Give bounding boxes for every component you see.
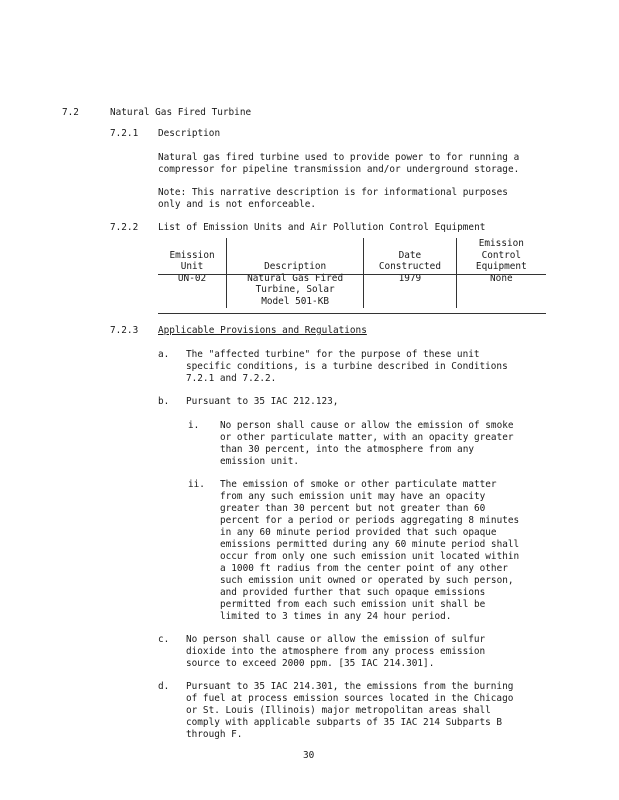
- item-b-ii-line-1: The emission of smoke or other particulate matter: [220, 479, 497, 490]
- item-b-ii-line-10: and provided further that such opaque emissions: [220, 587, 486, 598]
- section-title: Natural Gas Fired Turbine: [110, 107, 252, 118]
- description-heading: Description: [158, 128, 221, 139]
- item-d-line-4: comply with applicable subparts of 35 IAC 214 Subparts B: [186, 717, 503, 728]
- item-b-label: b.: [158, 396, 170, 407]
- cell-date: 1979: [364, 273, 456, 308]
- note-line-2: only and is not enforceable.: [158, 199, 317, 210]
- item-d-label: d.: [158, 681, 170, 692]
- header-control-equipment: Emission Control Equipment: [475, 238, 527, 273]
- item-b-i-line-1: No person shall cause or allow the emission of smoke: [220, 420, 514, 431]
- item-b-ii-line-2: from any such emission unit may have an opacity: [220, 491, 486, 502]
- item-d-line-5: through F.: [186, 729, 243, 740]
- page-number: 30: [303, 750, 315, 761]
- units-list-heading: List of Emission Units and Air Pollution Control Equipment: [158, 222, 486, 233]
- item-b-ii-line-8: a 1000 ft radius from the center point of any other: [220, 563, 508, 574]
- header-emission-unit: Emission Unit: [158, 238, 227, 273]
- item-b-ii-line-7: occur from only one such emission unit located within: [220, 551, 520, 562]
- description-line-2: compressor for pipeline transmission and/or underground storage.: [158, 164, 520, 175]
- item-b-ii-label: ii.: [188, 479, 205, 490]
- item-a-line-2: specific conditions, is a turbine described in Conditions: [186, 361, 508, 372]
- description-number: 7.2.1: [110, 128, 139, 139]
- item-b-ii-line-6: emissions permitted during any 60 minute period shall: [220, 539, 520, 550]
- header-date-constructed: Date Constructed: [364, 238, 456, 273]
- item-b-i-line-2: or other particulate matter, with an opacity greater: [220, 432, 514, 443]
- header-description: Description: [227, 238, 364, 273]
- item-b-i-line-3: than 30 percent, into the atmosphere from any: [220, 444, 474, 455]
- table-header-rule: [158, 274, 546, 275]
- table-row: [158, 273, 546, 308]
- item-c-line-1: No person shall cause or allow the emission of sulfur: [186, 634, 486, 645]
- item-b-i-label: i.: [188, 420, 200, 431]
- units-list-number: 7.2.2: [110, 222, 139, 233]
- provisions-number: 7.2.3: [110, 325, 139, 336]
- item-b-ii-line-11: permitted from each such emission unit shall be: [220, 599, 486, 610]
- item-a-label: a.: [158, 349, 170, 360]
- cell-description: Natural Gas Fired Turbine, Solar Model 501-KB: [227, 273, 364, 308]
- item-d-line-2: of fuel at process emission sources located in the Chicago: [186, 693, 514, 704]
- item-b-i-line-4: emission unit.: [220, 456, 300, 467]
- item-d-line-1: Pursuant to 35 IAC 214.301, the emissions from the burning: [186, 681, 514, 692]
- item-a-line-3: 7.2.1 and 7.2.2.: [186, 373, 277, 384]
- table-header-row: [158, 238, 546, 273]
- table-bottom-rule: [158, 313, 546, 314]
- item-b-ii-line-3: greater than 30 percent but not greater than 60: [220, 503, 486, 514]
- item-b-ii-line-9: such emission unit owned or operated by such person,: [220, 575, 514, 586]
- section-number: 7.2: [62, 107, 79, 118]
- note-line-1: Note: This narrative description is for informational purposes: [158, 187, 508, 198]
- item-c-line-2: dioxide into the atmosphere from any process emission: [186, 646, 486, 657]
- provisions-heading: Applicable Provisions and Regulations: [158, 325, 367, 336]
- cell-unit: UN-02: [158, 273, 227, 308]
- item-b-ii-line-4: percent for a period or periods aggregating 8 minutes: [220, 515, 520, 526]
- cell-control: None: [490, 272, 513, 284]
- item-a-line-1: The "affected turbine" for the purpose of these unit: [186, 349, 480, 360]
- item-d-line-3: or St. Louis (Illinois) major metropolitan areas shall: [186, 705, 491, 716]
- item-b-line-1: Pursuant to 35 IAC 212.123,: [186, 396, 339, 407]
- item-c-line-3: source to exceed 2000 ppm. [35 IAC 214.301].: [186, 658, 435, 669]
- description-line-1: Natural gas fired turbine used to provide power to for running a: [158, 152, 520, 163]
- item-c-label: c.: [158, 634, 170, 645]
- item-b-ii-line-5: in any 60 minute period provided that such opaque: [220, 527, 497, 538]
- item-b-ii-line-12: limited to 3 times in any 24 hour period.: [220, 611, 452, 622]
- emission-units-table: [158, 238, 546, 308]
